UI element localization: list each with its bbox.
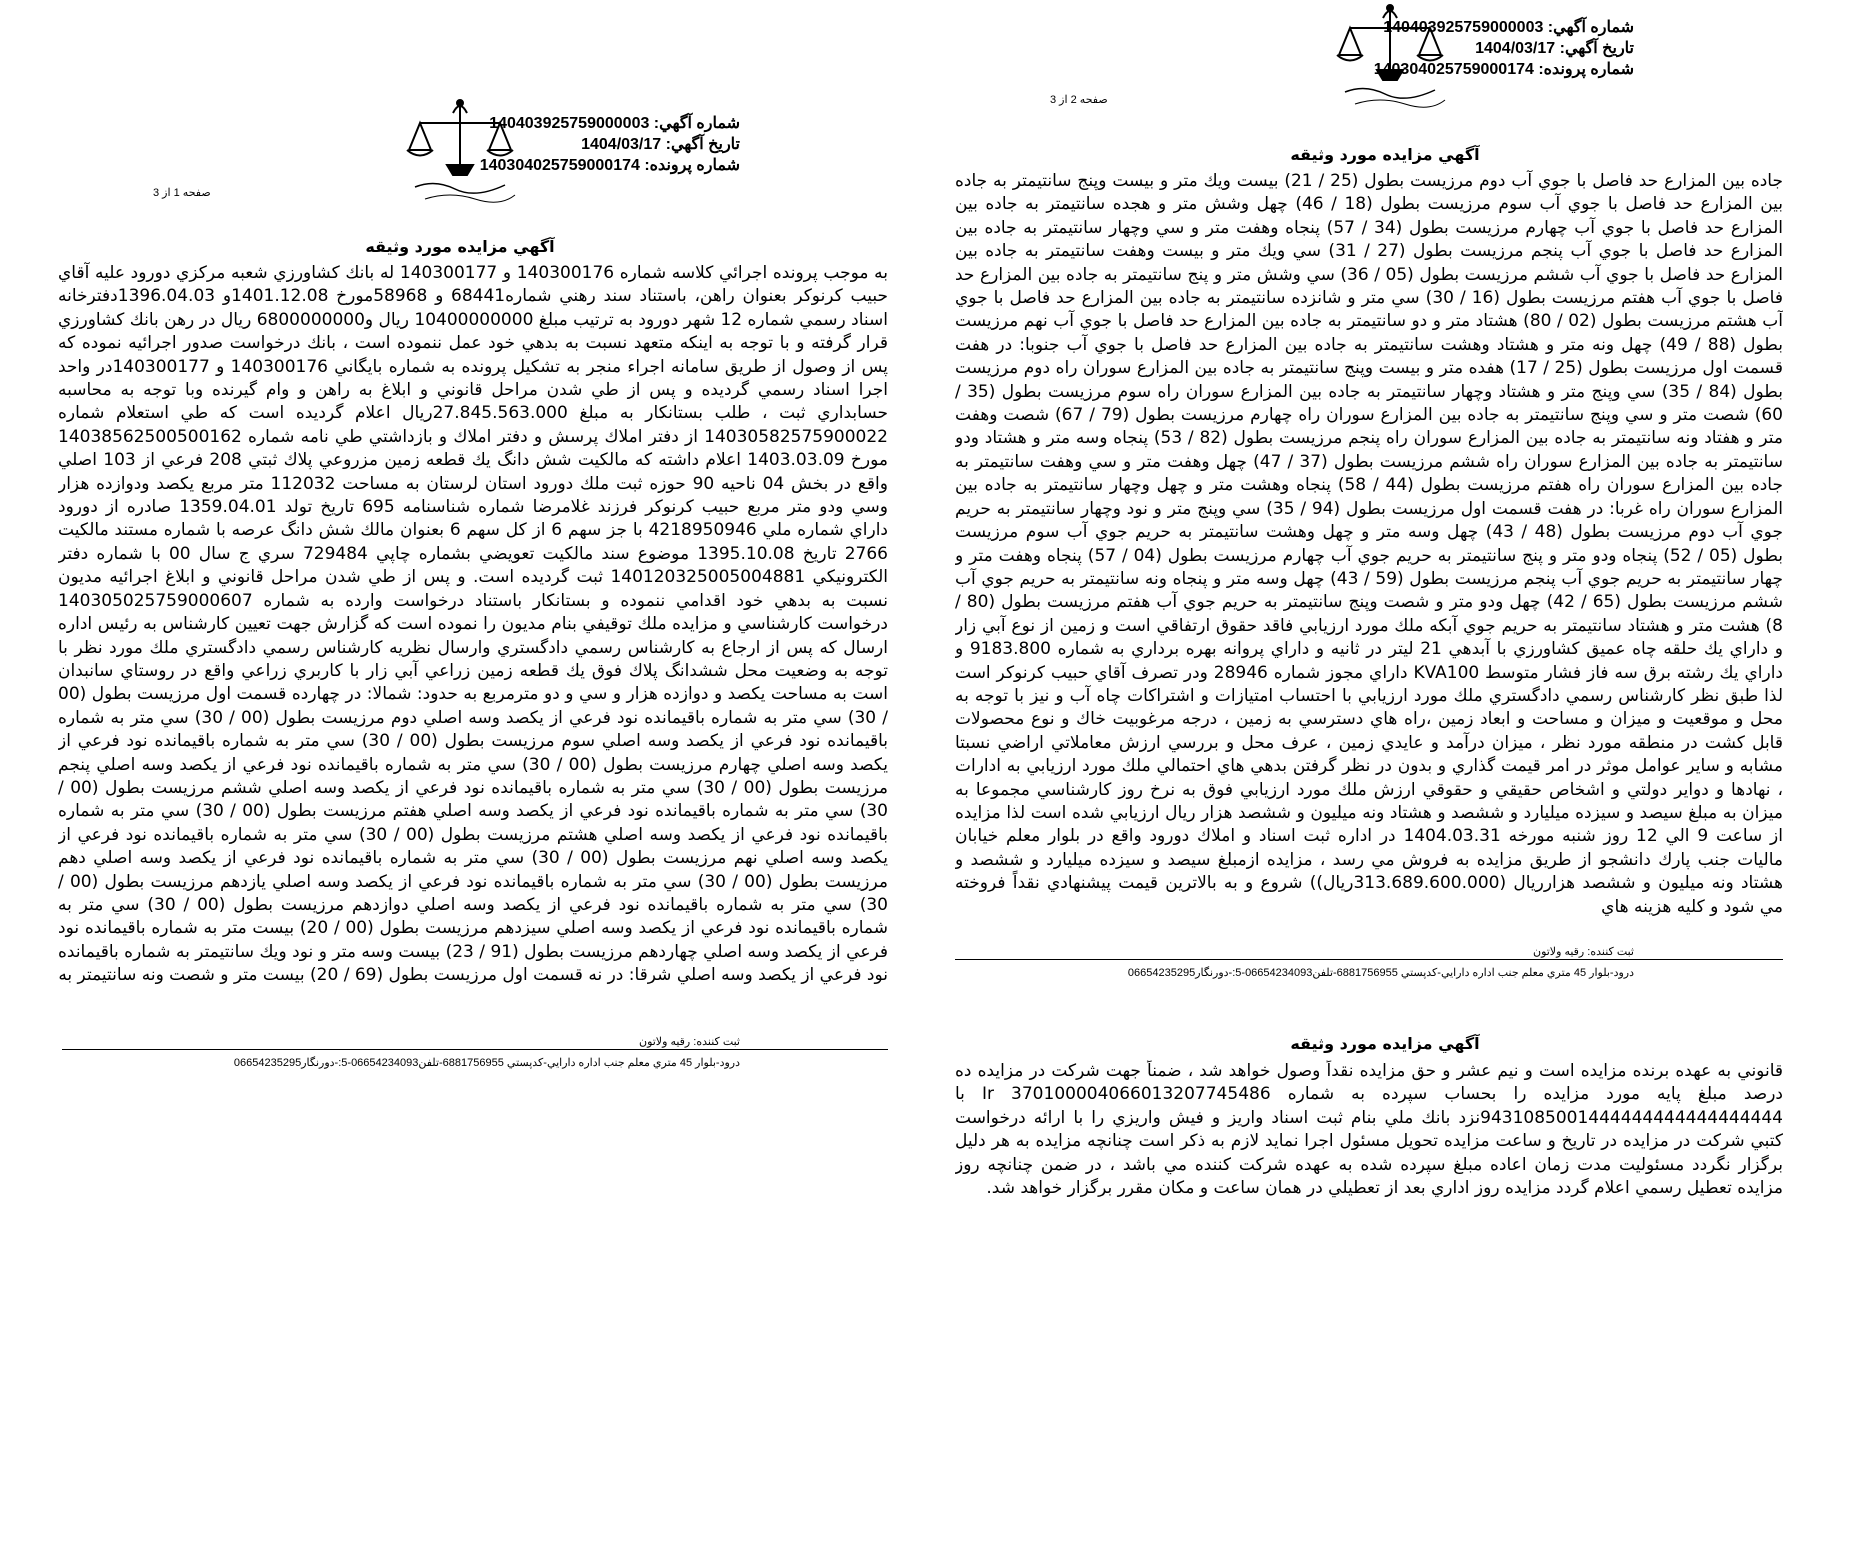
case-number: شماره پرونده: 140304025759000174 [479,157,740,174]
page-label-2: صفحه 2 از 3 [1050,94,1108,106]
notice-meta-2 [1334,17,1634,80]
footer-divider [62,1049,888,1050]
notice-body-2: جاده بين المزارع حد فاصل با جوي آب دوم مرزيست بطول (25 / 21) بيست ويك متر و بيست وپنج سانتيمتر به جاده بين المزارع حد فاصل با جوي آب سوم مرزيست بطول (18 / 46) چهل وشش متر و هجده سانتيمتر به جاده بين المزارع حد فاصل با جوي آب چهارم مرزيست بطول (34 / 57) پنجاه وهفت متر و سي وچهار سانتيمتر به جاده بين المزارع حد فاصل با جوي آب پنجم مرزيست بطول (27 / 31) سي ويك متر و بيست وهفت سانتيمتر به جاده بين المزارع حد فاصل با جوي آب ششم مرزيست بطول (05 / 36) سي وشش متر و پنج سانتيمتر به جاده بين المزارع حد فاصل با جوي آب هفتم مرزيست بطول (16 / 30) سي متر و شانزده سانتيمتر به جاده بين المزارع حد فاصل با جوي آب هشتم مرزيست بطول (02 / 80) هشتاد متر و دو سانتيمتر به جاده بين المزارع حد فاصل با جوي آب نهم مرزيست بطول (88 / 49) چهل ونه متر و هشتاد وهشت سانتيمتر به جاده بين المزارع حد فاصل با جوي آب جنوبا: در هفت قسمت اول مرزيست بطول (25 / 17) هفده متر و بيست وپنج سانتيمتر به جاده بين المزارع سوران راه دوم مرزيست بطول (84 / 35) سي وپنج متر و هشتاد وچهار سانتيمتر به جاده بين المزارع سوران راه سوم مرزيست بطول (35 / 60) شصت متر و سي وپنج سانتيمتر به جاده بين المزارع سوران راه چهارم مرزيست بطول (79 / 67) شصت وهفت متر و هفتاد ونه سانتيمتر به جاده بين المزارع سوران راه پنجم مرزيست بطول (82 / 53) پنجاه وسه متر و هشتاد ودو سانتيمتر به جاده بين المزارع سوران راه ششم مرزيست بطول (37 / 47) چهل وهفت متر و سي وهفت سانتيمتر به جاده بين المزارع سوران راه هفتم مرزيست بطول (44 / 58) پنجاه وهشت متر و چهل وچهار سانتيمتر به جاده بين المزارع سوران راه غربا: در هفت قسمت اول مرزيست بطول (94 / 35) سي وپنج متر و نود وچهار سانتيمتر به حريم جوي آب دوم مرزيست بطول (48 / 43) چهل وسه متر و چهل وهشت سانتيمتر به حريم جوي آب سوم مرزيست بطول (05 / 52) پنجاه ودو متر و پنج سانتيمتر به حريم جوي آب چهارم مرزيست بطول (04 / 57) پنجاه وهفت متر و چهار سانتيمتر به حريم جوي آب پنجم مرزيست بطول (59 / 43) چهل وسه متر و پنجاه ونه سانتيمتر به حريم جوي آب ششم مرزيست بطول (65 / 42) چهل ودو متر و شصت وپنج سانتيمتر به حريم جوي آب هفتم مرزيست بطول (80 / 8) هشت متر و هشتاد سانتيمتر به حريم جوي آبكه ملك مورد ارزيابي فاقد حقوق ارتفاقي است و زمين از نوع آبي زار و داراي يك حلقه چاه عميق كشاورزي با آبدهي 21 ليتر در ثانيه و داراي پروانه بهره برداري به شماره 9183.800 و داراي يك رشته برق سه فاز فشار متوسط KVA100 داراي مجوز شماره 28946 ودر تصرف آقاي حبيب كرنوكر است لذا طبق نظر كارشناس رسمي دادگستري ملك مورد ارزيابي با احتساب امتيازات و اشتراكات چاه آب و نيز با توجه به محل و موقعيت و ميزان و مساحت و ابعاد زمين ،راه هاي دسترسي به زمين ، درجه مرغوبيت خاك و نوع محصولات قابل كشت در منطقه مورد نظر ، ميزان درآمد و عايدي زمين ، عرف محل و بررسي ارزش معاملاتي اراضي نسبتا مشابه و ساير عوامل موثر در امر قيمت گذاري و بدون در نظر گرفتن بدهي هاي احتمالي ملك مورد ارزيابي به ادارات ، نهادها و دواير دولتي و اشخاص حقيقي و حقوقي ارزش ملك مورد ارزيابي فوق به نرخ روز كارشناسي مجموعا به ميزان به مبلغ سيصد و سيزده ميليارد و ششصد و هشتاد ونه ميليون و ششصد هزار ريال ارزيابي شده است لذا مزايده از ساعت 9 الي 12 روز شنبه مورخه 1404.03.31 در اداره ثبت اسناد و املاك دورود واقع در بلوار معلم خيابان ماليات جنب پارك دانشجو از طريق مزايده به فروش مي رسد ، مزايده ازمبلغ سيصد و سيزده ميليارد و ششصد و هشتاد ونه ميليون و ششصد هزارريال (313.689.600.000ريال)) شروع و به بالاترين قيمت پيشنهادي نقداً فروخته مي شود و كليه هزينه هاي [955,171,1783,917]
case-number-2: شماره پرونده: 140304025759000174 [1373,61,1634,78]
notice-number: شماره آگهي: 140403925759000003 [489,115,740,132]
notice-meta [440,113,740,176]
notice-title-2: آگهي مزايده مورد وثيقه [1290,145,1480,164]
footer-address: درود-بلوار 45 متري معلم جنب اداره دارايي-كدپستي 6881756955-تلفن06654234093-5:-دورنگار06654235295 [233,1057,740,1069]
signer: ثبت كننده: رقيه ولاتون [638,1036,740,1048]
notice-date: تاريخ آگهي: 1404/03/17 [581,136,740,153]
footer-divider-2 [955,959,1783,960]
notice-body: به موجب پرونده اجرائي كلاسه شماره 140300176 و 140300177 له بانك كشاورزي شعبه مركزي دورود عليه آقاي حبيب كرنوكر بعنوان راهن، باستناد سند رهني شماره68441 و 58968مورخ 1401.12.08و 1396.04.03دفترخانه اسناد رسمي شماره 12 شهر دورود به ترتيب مبلغ 10400000000 ريال و6800000000 ريال در رهن بانك كشاورزي قرار گرفته و با توجه به اينكه متعهد نسبت به بدهي خود عمل ننموده است ، بانك درخواست صدور اجرائيه نموده كه پس از وصول از طريق سامانه اجراء منجر به تشكيل پرونده به شماره بايگاني 140300176 و 140300177در واحد اجرا اسناد رسمي گرديده و پس از طي شدن مراحل قانوني و ابلاغ به راهن و وام گيرنده وبا توجه به محاسبه حسابداري ثبت ، طلب بستانكار به مبلغ 27.845.563.000ريال اعلام گرديده است كه طي استعلام شماره 14030582575900022 از دفتر املاك پرسش و دفتر املاك و بازداشتي طي نامه شماره 14038562500500162 مورخ 1403.03.09 اعلام داشته كه مالكيت شش دانگ يك قطعه زمين مزروعي پلاك ثبتي 208 فرعي از 103 اصلي واقع در بخش 04 ناحيه 90 حوزه ثبت ملك دورود استان لرستان به مساحت 112032 متر مربع يكصد ودوازده هزار وسي ودو متر مربع حبيب كرنوكر فرزند غلامرضا شماره شناسنامه 695 تاريخ تولد 1359.04.01 صادره از دورود داراي شماره ملي 4218950946 با جز سهم 6 از كل سهم 6 بعنوان مالك شش دانگ عرصه با شماره مستند مالكيت 2766 تاريخ 1395.10.08 موضوع سند مالكيت تعويضي بشماره چاپي 729484 سري ج سال 00 با شماره دفتر الكترونيكي 140120325005004881 ثبت گرديده است. و پس از طي شدن مراحل قانوني و ابلاغ اجرائيه مديون نسبت به بدهي خود اقدامي ننموده و بستانكار باستناد درخواست وارده به شماره 140305025759000607 درخواست كارشناسي و مزايده ملك توقيفي بنام مديون را نموده است كه گزارش جهت تعيين كارشناس به رئيس اداره ارسال كه پس از ارجاع به كارشناس رسمي دادگستري وارسال نظريه كارشناس رسمي دادگستري ملك مورد نظر با توجه به وضعيت محل ششدانگ پلاك فوق يك قطعه زمين زراعي آبي زار با كاربري زراعي واقع در روستاي سانبدان است به مساحت يكصد و دوازده هزار و سي و دو مترمربع به حدود: شمالا: در چهارده قسمت اول مرزيست بطول (00 / 30) سي متر به شماره باقيمانده نود فرعي از يكصد وسه اصلي دوم مرزيست بطول (00 / 30) سي متر به شماره باقيمانده نود فرعي از يكصد وسه اصلي سوم مرزيست بطول (00 / 30) سي متر به شماره باقيمانده نود فرعي از يكصد وسه اصلي چهارم مرزيست بطول (00 / 30) سي متر به شماره باقيمانده نود فرعي از يكصد وسه اصلي پنجم مرزيست بطول (00 / 30) سي متر به شماره باقيمانده نود فرعي از يكصد وسه اصلي ششم مرزيست بطول (00 / 30) سي متر به شماره باقيمانده نود فرعي از يكصد وسه اصلي هفتم مرزيست بطول (00 / 30) سي متر به شماره باقيمانده نود فرعي از يكصد وسه اصلي هشتم مرزيست بطول (00 / 30) سي متر به شماره باقيمانده نود فرعي از يكصد وسه اصلي نهم مرزيست بطول (00 / 30) سي متر به شماره باقيمانده نود فرعي از يكصد وسه اصلي دهم مرزيست بطول (00 / 30) سي متر به شماره باقيمانده نود فرعي از يكصد وسه اصلي يازدهم مرزيست بطول (00 / 30) سي متر به شماره باقيمانده نود فرعي از يكصد وسه اصلي دوازدهم مرزيست بطول (00 / 30) سي متر به شماره باقيمانده نود فرعي از يكصد وسه اصلي سيزدهم مرزيست بطول (00 / 20) بيست متر به شماره باقيمانده نود فرعي از يكصد وسه اصلي چهاردهم مرزيست بطول (91 / 23) بيست وسه متر و نود ويك سانتيمتر به شماره باقيمانده نود فرعي از يكصد وسه اصلي شرقا: در نه قسمت اول مرزيست بطول (69 / 20) بيست متر و شصت ونه سانتيمتر به [58,263,888,986]
footer-address-2: درود-بلوار 45 متري معلم جنب اداره دارايي-كدپستي 6881756955-تلفن06654234093-5:-دورنگار06654235295 [1127,967,1634,979]
notice-title-3: آگهي مزايده مورد وثيقه [1290,1034,1480,1053]
notice-body-3: قانوني به عهده برنده مزايده است و نيم عشر و حق مزايده نقداً وصول خواهد شد ، ضمناً جهت شركت در مزايده ده درصد مبلغ پايه مورد مزايده را بحساب سپرده به شماره Ir 370100004066013207745486 با 9431085001444444444444444444نزد بانك ملي بنام ثبت اسناد واريز و فيش واريزي را با ارائه درخواست كتبي شركت در مزايده در تاريخ و ساعت مزايده تحويل مسئول اجرا نمايد لازم به ذكر است چنانچه مزايده به هر دليل برگزار نگردد مسئوليت مدت زمان اعاده مبلغ سپرده شده به عهده شركت كننده مي باشد ، در ضمن چنانچه روز مزايده تعطيل رسمي اعلام گردد مزايده روز اداري بعد از تعطيلي در همان ساعت و مكان مقرر برگزار خواهد شد. [955,1061,1783,1199]
signer-2: ثبت كننده: رقيه ولاتون [1532,946,1634,958]
notice-date-2: تاريخ آگهي: 1404/03/17 [1475,40,1634,57]
notice-title: آگهي مزايده مورد وثيقه [365,237,555,256]
notice-number-2: شماره آگهي: 140403925759000003 [1383,19,1634,36]
page-label: صفحه 1 از 3 [153,187,211,199]
